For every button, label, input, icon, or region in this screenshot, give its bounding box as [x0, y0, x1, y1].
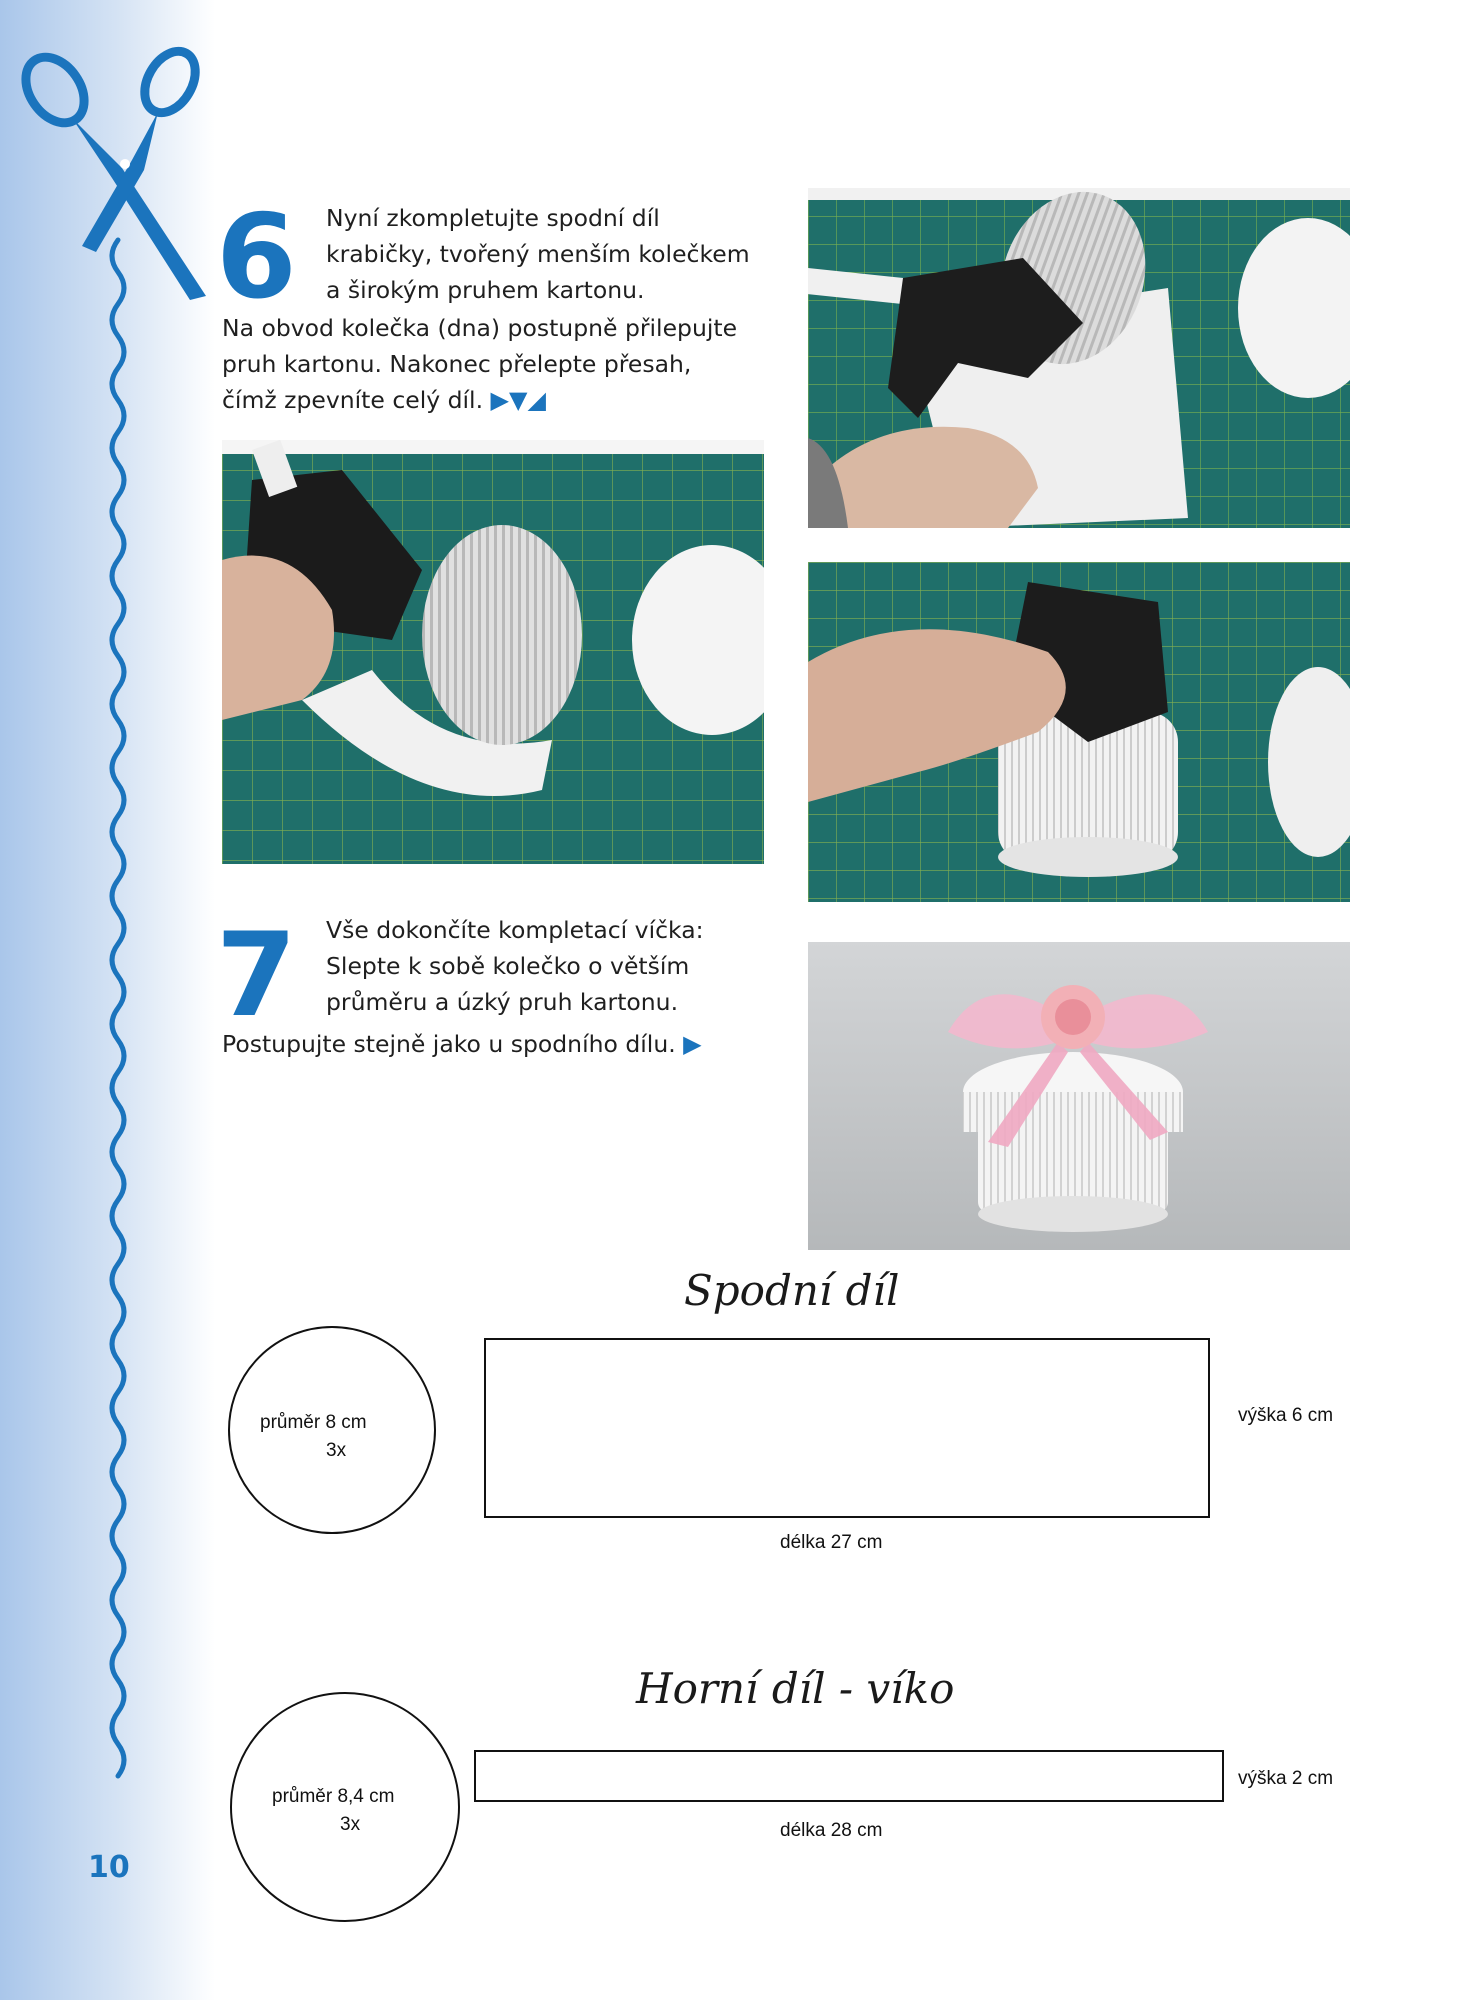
step-7-text-line: Vše dokončíte kompletací víčka: [326, 916, 704, 944]
step-6-text-line: krabičky, tvořený menším kolečkem [326, 240, 750, 268]
step-6-text-end: čímž zpevníte celý díl. [222, 386, 484, 414]
photo-gluing-box-side [808, 562, 1350, 902]
step-6-text-line: a širokým pruhem kartonu. [326, 276, 645, 304]
step-7-text-line-last [222, 1026, 702, 1062]
top-strip-height: výška 2 cm [1238, 1768, 1334, 1789]
page-number: 10 [88, 1850, 130, 1885]
step-6-text-line: pruh kartonu. Nakonec přelepte přesah, [222, 350, 692, 378]
photo-finished-box [808, 942, 1350, 1250]
step-6-text-line: Nyní zkompletujte spodní díl [326, 204, 660, 232]
step-7-text-end: Postupujte stejně jako u spodního dílu. [222, 1030, 676, 1058]
photo-glue-gun-disc [808, 188, 1350, 528]
bottom-strip-length: délka 27 cm [780, 1532, 883, 1553]
top-circle-count: 3x [340, 1814, 361, 1835]
bottom-circle-diameter: průměr 8 cm [260, 1412, 367, 1433]
wavy-cut-line [112, 240, 124, 1776]
bottom-strip-template [484, 1338, 1210, 1518]
bottom-part-heading: Spodní díl [684, 1266, 900, 1315]
scissors-icon [0, 0, 215, 1850]
top-circle-diameter: průměr 8,4 cm [272, 1786, 395, 1807]
step-7-text-line: Slepte k sobě kolečko o větším [326, 952, 690, 980]
step-7-text-line: průměru a úzký pruh kartonu. [326, 988, 679, 1016]
bottom-circle-count: 3x [326, 1440, 347, 1461]
step-7-number: 7 [216, 908, 297, 1043]
step-6-number: 6 [216, 190, 297, 325]
top-strip-template [474, 1750, 1224, 1802]
step-6-text-line: Na obvod kolečka (dna) postupně přilepujte [222, 314, 738, 342]
bottom-strip-height: výška 6 cm [1238, 1405, 1334, 1426]
top-part-heading: Horní díl - víko [636, 1664, 955, 1713]
top-strip-length: délka 28 cm [780, 1820, 883, 1841]
photo-glue-gun-strip [222, 440, 764, 864]
direction-arrow-icon: ▶ [683, 1030, 702, 1058]
step-6-text-line-last [222, 382, 546, 418]
direction-arrows-icon: ▶▼◢ [490, 386, 546, 414]
